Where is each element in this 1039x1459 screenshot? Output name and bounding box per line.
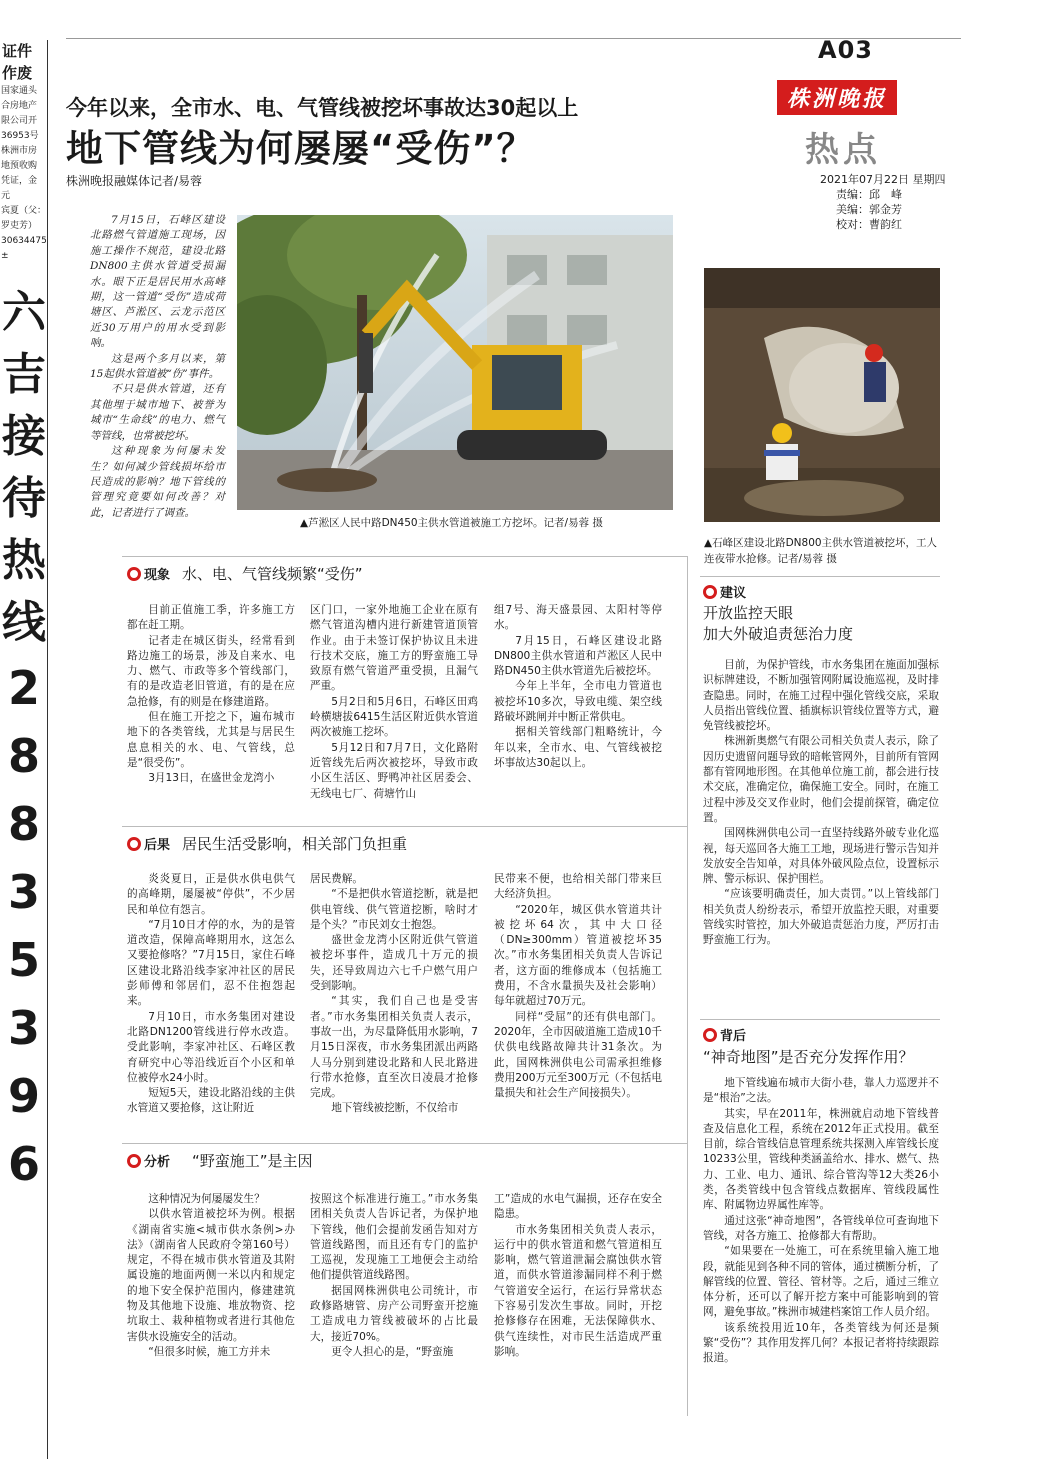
designer-credit: 美编：郭金芳 xyxy=(836,203,902,216)
section-tag: 后果 xyxy=(127,834,170,853)
issue-date: 2021年07月22日 星期四 xyxy=(820,173,946,186)
section-title: 水、电、气管线频繁“受伤” xyxy=(182,565,363,583)
red-circle-icon xyxy=(127,1154,141,1168)
phenomenon-column-2: 区门口，一家外地施工企业在原有燃气管道沟槽内进行新建管道顶管作业。由于未签订保护协议且未进行技术交底，施工方的野蛮施工导致原有燃气管道严重受损，且漏气严重。 5月2日和5月6日，石峰区田鸡岭横塘拔6415生活区附近供水管道两次被施工挖坏。 5月12日和7月7日，文化路附近管线先后两次被挖坏，导致市政小区生活区、野鸭冲社区居委会、无线电七厂、荷塘竹山 xyxy=(310,604,478,800)
red-circle-icon xyxy=(127,567,141,581)
consequence-column-2: 居民费解。 “不是把供水管道挖断，就是把供电管线、供气管道挖断，啥时才是个头？”市民刘女士抱怨。 盛世金龙湾小区附近供气管道被挖坏事件，造成几十万元的损失，还导致周边六七千户燃气用户受到影响。 “其实，我们自己也是受害者。”市水务集团相关负责人表示，事故一出，为尽量降低用水影响，7月15日深夜，市水务集团派出两路人马分别到建设北路和人民北路进行带水抢修，直至次日凌晨才抢修完成。 地下管线被挖断，不仅给市 xyxy=(310,873,478,1115)
consequence-column-3: 民带来不便，也给相关部门带来巨大经济负担。 “2020年，城区供水管道共计被挖坏64次，其中大口径（DN≥300mm）管道被挖坏35次。”市水务集团相关负责人告诉记者，这方面的维修成本（包括施工费用，不含水量损失及社会影响）每年就超过70万元。 同样“受屈”的还有供电部门。2020年，全市因破道施工造成10千伏供电线路故障共计31条次。为此，国网株洲供电公司需承担维修费用200万元至300万元（不包括电量损失和社会生产间接损失）。 xyxy=(494,873,662,1100)
section-rule xyxy=(122,556,687,557)
editor-credit: 责编：邱 峰 xyxy=(836,188,902,201)
left-strip-heading: 证件 作废 xyxy=(2,42,33,82)
section-title: 居民生活受影响，相关部门负担重 xyxy=(182,835,408,853)
left-neighbor-column xyxy=(0,40,48,1459)
section-header-consequence xyxy=(127,833,407,854)
analysis-column-3: 工”造成的水电气漏损，还存在安全隐患。 市水务集团相关负责人表示，运行中的供水管道和燃气管道相互影响，燃气管道泄漏会腐蚀供水管道，而供水管道渗漏同样不利于燃气管道安全运行，在运行异常状态下容易引发次生事故。同时，开挖抢修修存在困难，无法保障供水、供气连续性，对市民生活造成严重影响。 xyxy=(494,1193,662,1358)
page-number: A03 xyxy=(818,36,873,64)
suggestion-title: 开放监控天眼 加大外破追责惩治力度 xyxy=(703,604,854,643)
red-circle-icon xyxy=(127,837,141,851)
left-strip-hotline: 六 吉 接 待 热 线 2 8 8 3 5 3 9 6 xyxy=(2,287,46,1191)
red-circle-icon xyxy=(703,1028,717,1042)
section-tag: 分析 xyxy=(127,1151,170,1170)
section-title: “野蛮施工”是主因 xyxy=(192,1152,313,1170)
section-name: 热点 xyxy=(805,130,881,170)
analysis-column-2: 按照这个标准进行施工。”市水务集团相关负责人告诉记者，为保护地下管线，他们会提前发函告知对方管道线路图，而且还有专门的监护工巡视，发现施工工地便会主动给他们提供管道线路图。 据国网株洲供电公司统计，市政修路塘管、房产公司野蛮开挖施工造成电力管线被破坏的占比最大，接近70%。 更令人担心的是，“野蛮施 xyxy=(310,1193,478,1358)
phenomenon-column-1: 目前正值施工季，许多施工方都在赶工期。 记者走在城区街头，经常看到路边施工的场景，涉及自来水、电力、燃气、市政等多个管线部门，有的是改造老旧管道，有的是在应急抢修，有的则是在修建道路。 但在施工开挖之下，遍布城市地下的各类管线，尤其是与居民生息息相关的水、电、气管线，总是“很受伤”。 3月13日，在盛世金龙湾小 xyxy=(127,604,295,785)
section-tag: 现象 xyxy=(127,564,170,583)
section-tag: 背后 xyxy=(703,1025,746,1044)
section-rule xyxy=(122,1143,687,1144)
photo-excavator-pipe-burst xyxy=(237,215,673,510)
background-title: “神奇地图”是否充分发挥作用？ xyxy=(703,1048,914,1066)
photo2-caption: ▲石峰区建设北路DN800主供水管道被挖坏，工人连夜带水抢修。记者/易蓉 摄 xyxy=(704,537,938,565)
section-header-suggestion xyxy=(703,582,746,603)
section-rule xyxy=(122,826,687,827)
section-rule xyxy=(700,576,940,577)
photo1-caption: ▲芦淞区人民中路DN450主供水管道被施工方挖坏。记者/易蓉 摄 xyxy=(300,517,603,529)
page-title: 地下管线为何屡屡“受伤”？ xyxy=(66,127,535,170)
suggestion-body: 目前，为保护管线，市水务集团在施面加强标识标牌建设，不断加强管网附属设施巡视，及时排查隐患。同时，在施工过程中强化管线交底，采取人员指出管线位置、插旗标识管线位置等方式，避免管线被挖坏。 株洲新奥燃气有限公司相关负责人表示，除了因历史遗留问题导致的暗帐管网外，目前所有管网都有管网地形图。在其他单位施工前，都会进行技术交底，准确定位，确保施工安全。同时，在施工过程中涉及交叉作业时，他们会提前探管，确定位置。 国网株洲供电公司一直坚持线路外破专业化巡视，每天巡回各大施工工地，现场进行警示告知并发放安全告知单，对具体外破风险点位，设置标示牌、警示标识、保护围栏。 “应该要明确责任，加大责罚。”以上管线部门相关负责人纷纷表示，希望开放监控天眼，对重要管线实时管控，加大外破追责惩治力度，严厉打击野蛮施工行为。 xyxy=(703,659,939,947)
left-strip-notice: 国家通头 合房地产 限公司开 36953号 株洲市房 地预收购 凭证，金 元 宾夏（父： 罗吏芳） 30634475 ± xyxy=(1,86,47,261)
proof-credit: 校对：曹韵红 xyxy=(836,218,902,231)
section-header-background xyxy=(703,1025,746,1046)
phenomenon-column-3: 组7号、海天盛景园、太阳村等停水。 7月15日，石峰区建设北路DN800主供水管道和芦淞区人民中路DN450主供水管道先后被挖坏。 今年上半年，全市电力管道也被挖坏10多次，导致电缆、架空线路破坏跳闸并中断正常供电。 据相关管线部门粗略统计，今年以来，全市水、电、气管线被挖坏事故达30起以上。 xyxy=(494,604,662,769)
newspaper-logo: 株洲晚报 xyxy=(777,80,897,115)
section-rule xyxy=(700,1019,940,1020)
section-header-phenomenon xyxy=(127,563,363,584)
analysis-column-1: 这种情况为何屡屡发生？ 以供水管道被挖坏为例。根据《湖南省实施<城市供水条例>办法》（湖南省人民政府令第160号）规定，不得在城市供水管道及其附属设施的地面两侧一米以内和规定的地下安全保护范围内，修建建筑物及其他地下设施、堆放物资、挖坑取土、栽种植物或者进行其他危害供水设施安全的活动。 “但很多时候，施工方并未 xyxy=(127,1193,295,1358)
headline-kicker: 今年以来，全市水、电、气管线被挖坏事故达30起以上 xyxy=(66,96,579,120)
background-body: 地下管线遍布城市大街小巷，靠人力巡逻并不是“根治”之法。 其实，早在2011年，株洲就启动地下管线普查及信息化工程，系统在2012年正式投用。截至目前，综合管线信息管理系统共探测入库管线长度10233公里，管线种类涵盖给水、排水、燃气、热力、工业、电力、通讯、综合管沟等12大类26小类，各类管线中包含管线点数据库、管线段属性库、附属物边界属性库等。 通过这张“神奇地图”，各管线单位可查询地下管线，对各方施工、抢修都大有帮助。 “如果要在一处施工，可在系统里输入施工地段，就能见到各种不同的管体，通过横断分析，了解管线的位置、管径、管材等。之后，通过三维立体分析，还可以了解开挖方案中可能影响到的管网，避免事故。”株洲市城建档案馆工作人员介绍。 该系统投用近10年，各类管线为何还是频繁“受伤”？其作用发挥几何？本报记者将持续跟踪报道。 xyxy=(703,1077,939,1365)
red-circle-icon xyxy=(703,585,717,599)
section-header-analysis xyxy=(127,1150,313,1171)
column-divider xyxy=(687,556,688,1416)
photo-workers-repair-pipe xyxy=(704,268,940,522)
edition-info xyxy=(820,172,946,232)
repair-photo-illustration xyxy=(704,268,940,522)
article-intro: 7月15日，石峰区建设北路燃气管道施工现场，因施工操作不规范，建设北路DN800主供水管道受损漏水。眼下正是居民用水高峰期，这一管道“受伤”造成荷塘区、芦淞区、云龙示范区近30万用户的用水受到影响。 这是两个多月以来，第15起供水管道被“伤”事件。 不只是供水管道，还有其他埋于城市地下、被誉为城市“生命线”的电力、燃气等管线，也常被挖坏。 这种现象为何屡未发生？如何减少管线损坏给市民造成的影响？地下管线的管理究竟要如何改善？对此，记者进行了调查。 xyxy=(90,214,225,519)
section-tag: 建议 xyxy=(703,582,746,601)
consequence-column-1: 炎炎夏日，正是供水供电供气的高峰期，屡屡被“停供”，不少居民和单位有怨言。 “7月10日才停的水，为的是管道改造，保障高峰期用水，这怎么又要抢修咯？”7月15日，家住石峰区建设北路沿线李家冲社区的居民彭师傅和邻居们，忍不住抱怨起来。 7月10日，市水务集团对建设北路DN1200管线进行停水改造。受此影响，李家冲社区、石峰区教育研究中心等沿线近百个小区和单位被停水24小时。 短短5天，建设北路沿线的主供水管道又要抢修，这让附近 xyxy=(127,873,295,1115)
byline: 株洲晚报融媒体记者/易蓉 xyxy=(66,174,203,188)
excavator-photo-illustration xyxy=(237,215,673,510)
